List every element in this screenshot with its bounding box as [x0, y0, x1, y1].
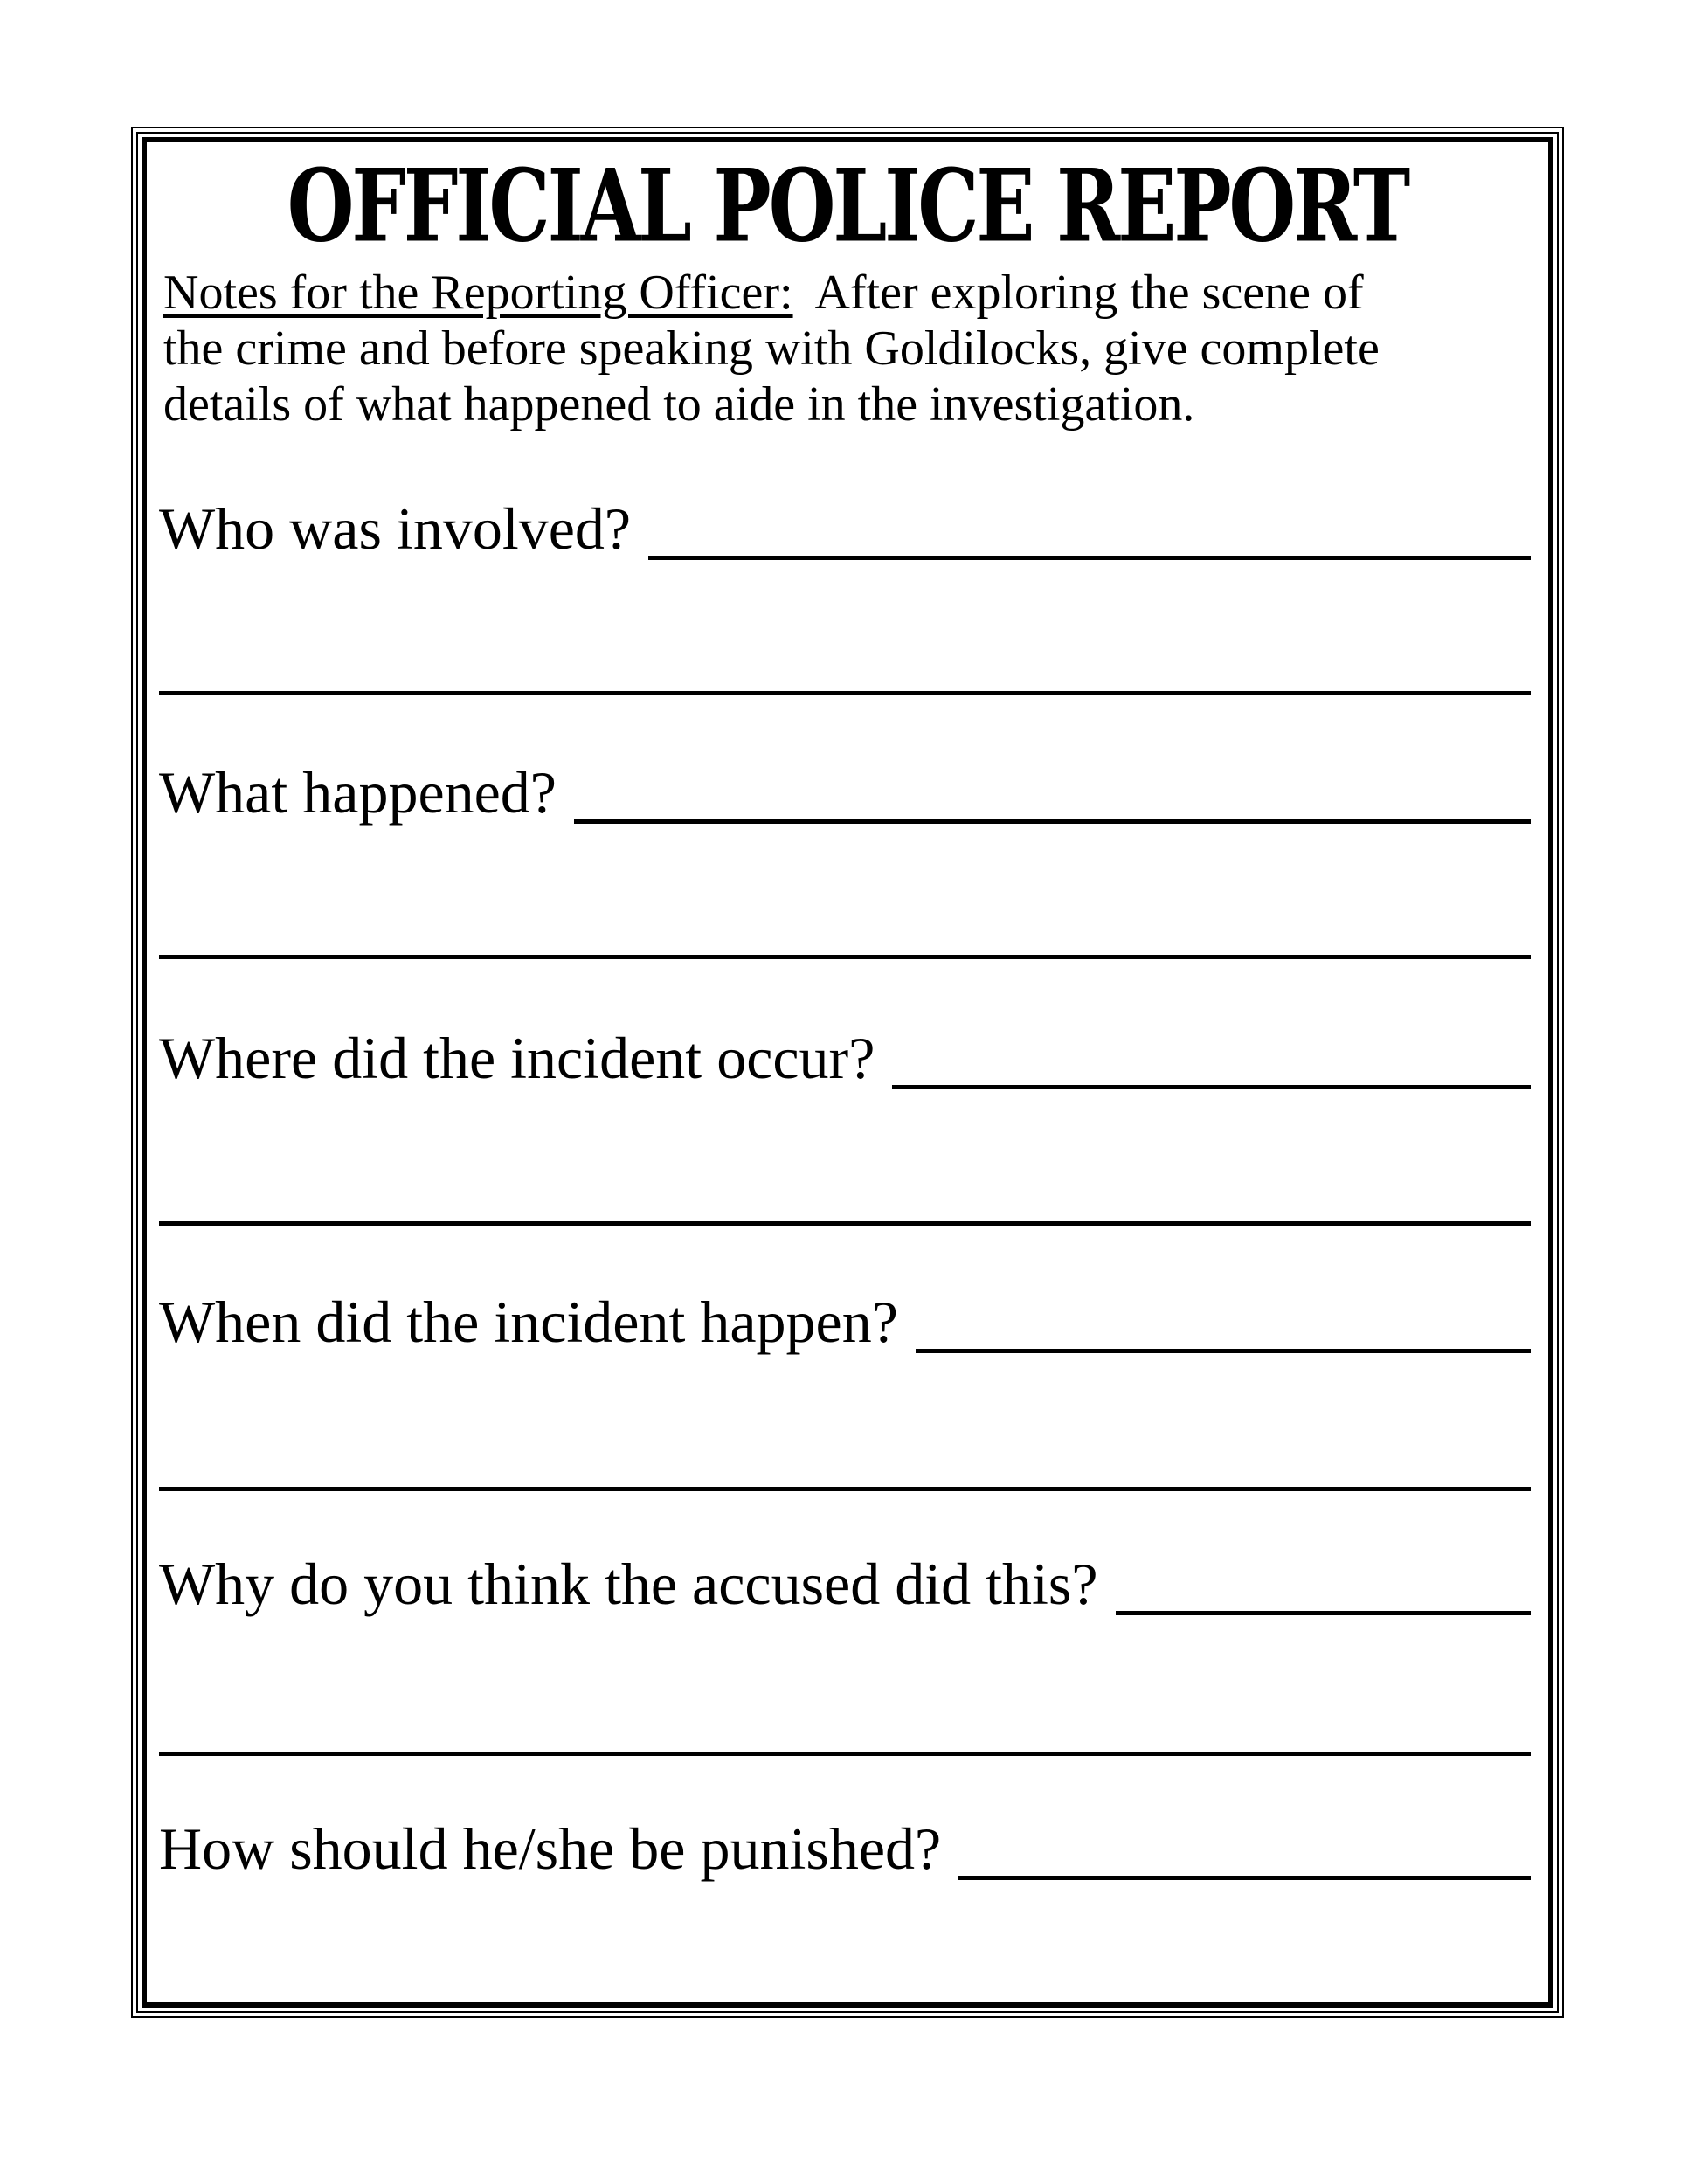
- question-how-label: How should he/she be punished?: [159, 1815, 942, 1882]
- question-who-label: Who was involved?: [159, 495, 632, 562]
- question-why-label: Why do you think the accused did this?: [159, 1551, 1098, 1617]
- question-when-label: When did the incident happen?: [159, 1289, 898, 1355]
- question-why: [159, 1549, 1531, 1619]
- intro-line-1-rest: After exploring the scene of: [792, 266, 1364, 320]
- page-border-inner: [142, 137, 1553, 2008]
- answer-line-why: [159, 1752, 1531, 1756]
- question-when-blank-line: [916, 1349, 1531, 1353]
- question-who-blank-line: [648, 556, 1531, 560]
- answer-line-who: [159, 691, 1531, 695]
- question-where: [159, 1023, 1531, 1093]
- intro-notes: [163, 265, 1380, 432]
- question-who: [159, 494, 1531, 563]
- answer-line-where: [159, 1221, 1531, 1226]
- question-how: [159, 1814, 1531, 1883]
- intro-line-3: details of what happened to aide in the investigation.: [163, 377, 1195, 432]
- answer-line-when: [159, 1487, 1531, 1491]
- question-where-blank-line: [892, 1085, 1531, 1089]
- question-what: [159, 757, 1531, 827]
- question-why-blank-line: [1116, 1611, 1531, 1615]
- page-title: OFFICIAL POLICE REPORT: [287, 146, 1408, 265]
- answer-line-what: [159, 955, 1531, 959]
- question-when: [159, 1287, 1531, 1357]
- page-border-outer: [131, 127, 1564, 2018]
- intro-label: Notes for the Reporting Officer:: [163, 266, 793, 320]
- question-what-label: What happened?: [159, 759, 557, 826]
- intro-line-1: [163, 265, 1380, 321]
- page-border-mid: [136, 132, 1559, 2013]
- question-where-label: Where did the incident occur?: [159, 1025, 875, 1091]
- question-how-blank-line: [958, 1876, 1531, 1880]
- intro-line-2: the crime and before speaking with Goldilocks, give complete: [163, 321, 1380, 376]
- question-what-blank-line: [574, 819, 1531, 824]
